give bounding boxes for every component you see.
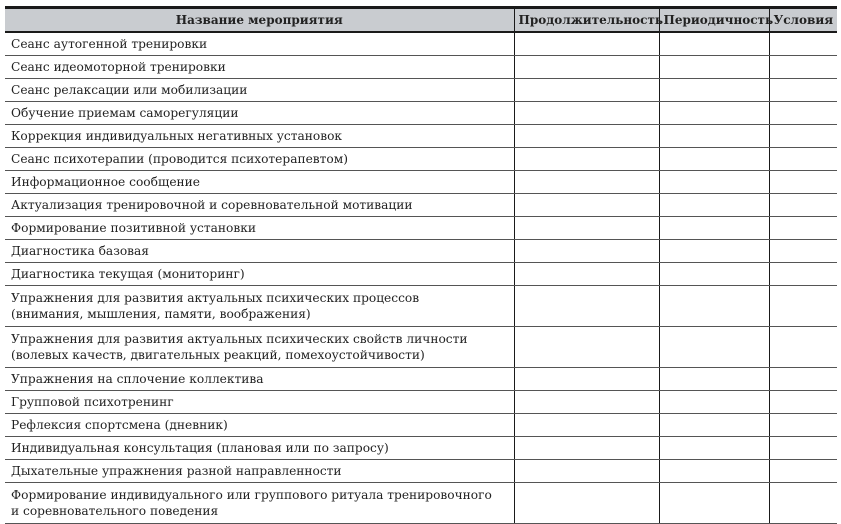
frequency-cell[interactable] (659, 414, 769, 437)
duration-cell[interactable] (514, 217, 659, 240)
activity-name-cell: Коррекция индивидуальных негативных установок (5, 125, 514, 148)
activity-name-cell: Диагностика текущая (мониторинг) (5, 263, 514, 286)
table-row (5, 414, 837, 437)
conditions-cell[interactable] (769, 194, 837, 217)
activities-table (5, 6, 837, 524)
table-row (5, 240, 837, 263)
duration-cell[interactable] (514, 79, 659, 102)
frequency-cell[interactable] (659, 102, 769, 125)
header-activity-name: Название мероприятия (5, 8, 514, 33)
table-body (5, 32, 837, 524)
table-row (5, 483, 837, 524)
frequency-cell[interactable] (659, 286, 769, 327)
table-row (5, 79, 837, 102)
activity-name-cell: Индивидуальная консультация (плановая или по запросу) (5, 437, 514, 460)
table-row (5, 148, 837, 171)
activity-name-cell (5, 327, 514, 368)
duration-cell[interactable] (514, 286, 659, 327)
duration-cell[interactable] (514, 414, 659, 437)
activity-name-cell: Групповой психотренинг (5, 391, 514, 414)
activity-name-cell: Диагностика базовая (5, 240, 514, 263)
table-row (5, 391, 837, 414)
duration-cell[interactable] (514, 391, 659, 414)
duration-cell[interactable] (514, 32, 659, 56)
activity-name-cell: Дыхательные упражнения разной направленности (5, 460, 514, 483)
frequency-cell[interactable] (659, 391, 769, 414)
header-row (5, 8, 837, 33)
duration-cell[interactable] (514, 263, 659, 286)
table-row (5, 217, 837, 240)
conditions-cell[interactable] (769, 391, 837, 414)
conditions-cell[interactable] (769, 286, 837, 327)
frequency-cell[interactable] (659, 483, 769, 524)
table-row (5, 437, 837, 460)
header-conditions: Условия (769, 8, 837, 33)
duration-cell[interactable] (514, 148, 659, 171)
duration-cell[interactable] (514, 194, 659, 217)
conditions-cell[interactable] (769, 437, 837, 460)
frequency-cell[interactable] (659, 125, 769, 148)
activity-name-line: Упражнения для развития актуальных психических свойств личности (11, 332, 468, 346)
frequency-cell[interactable] (659, 79, 769, 102)
activity-name-line: Формирование индивидуального или группового ритуала тренировочного (11, 488, 492, 502)
conditions-cell[interactable] (769, 56, 837, 79)
activity-name-cell: Рефлексия спортсмена (дневник) (5, 414, 514, 437)
duration-cell[interactable] (514, 125, 659, 148)
conditions-cell[interactable] (769, 102, 837, 125)
conditions-cell[interactable] (769, 125, 837, 148)
activity-name-line: (волевых качеств, двигательных реакций, помехоустойчивости) (11, 348, 425, 362)
table-row (5, 368, 837, 391)
table-row (5, 194, 837, 217)
header-frequency: Периодичность (659, 8, 769, 33)
frequency-cell[interactable] (659, 56, 769, 79)
table-row (5, 286, 837, 327)
activity-name-line: (внимания, мышления, памяти, воображения) (11, 307, 311, 321)
table-row (5, 56, 837, 79)
conditions-cell[interactable] (769, 32, 837, 56)
table-row (5, 263, 837, 286)
activity-name-line: и соревновательного поведения (11, 504, 219, 518)
conditions-cell[interactable] (769, 148, 837, 171)
conditions-cell[interactable] (769, 327, 837, 368)
activity-name-cell: Сеанс идеомоторной тренировки (5, 56, 514, 79)
activity-name-cell: Упражнения на сплочение коллектива (5, 368, 514, 391)
frequency-cell[interactable] (659, 32, 769, 56)
activity-name-cell: Сеанс аутогенной тренировки (5, 32, 514, 56)
conditions-cell[interactable] (769, 263, 837, 286)
header-duration: Продолжительность (514, 8, 659, 33)
frequency-cell[interactable] (659, 240, 769, 263)
conditions-cell[interactable] (769, 171, 837, 194)
table-row (5, 32, 837, 56)
frequency-cell[interactable] (659, 368, 769, 391)
duration-cell[interactable] (514, 327, 659, 368)
activity-name-cell: Обучение приемам саморегуляции (5, 102, 514, 125)
duration-cell[interactable] (514, 102, 659, 125)
conditions-cell[interactable] (769, 79, 837, 102)
duration-cell[interactable] (514, 171, 659, 194)
table-row (5, 102, 837, 125)
activity-name-cell: Актуализация тренировочной и соревновательной мотивации (5, 194, 514, 217)
conditions-cell[interactable] (769, 460, 837, 483)
frequency-cell[interactable] (659, 437, 769, 460)
conditions-cell[interactable] (769, 240, 837, 263)
frequency-cell[interactable] (659, 171, 769, 194)
duration-cell[interactable] (514, 56, 659, 79)
duration-cell[interactable] (514, 240, 659, 263)
table-row (5, 171, 837, 194)
activity-name-cell: Формирование позитивной установки (5, 217, 514, 240)
conditions-cell[interactable] (769, 217, 837, 240)
activity-name-cell: Сеанс психотерапии (проводится психотерапевтом) (5, 148, 514, 171)
duration-cell[interactable] (514, 460, 659, 483)
frequency-cell[interactable] (659, 194, 769, 217)
frequency-cell[interactable] (659, 263, 769, 286)
duration-cell[interactable] (514, 437, 659, 460)
activity-name-cell (5, 483, 514, 524)
conditions-cell[interactable] (769, 368, 837, 391)
conditions-cell[interactable] (769, 414, 837, 437)
activity-name-line: Упражнения для развития актуальных психических процессов (11, 291, 420, 305)
duration-cell[interactable] (514, 483, 659, 524)
frequency-cell[interactable] (659, 327, 769, 368)
conditions-cell[interactable] (769, 483, 837, 524)
activity-name-cell: Информационное сообщение (5, 171, 514, 194)
activity-name-cell (5, 286, 514, 327)
activity-name-cell: Сеанс релаксации или мобилизации (5, 79, 514, 102)
duration-cell[interactable] (514, 368, 659, 391)
frequency-cell[interactable] (659, 460, 769, 483)
table-row (5, 125, 837, 148)
frequency-cell[interactable] (659, 217, 769, 240)
frequency-cell[interactable] (659, 148, 769, 171)
table-row (5, 327, 837, 368)
table-row (5, 460, 837, 483)
